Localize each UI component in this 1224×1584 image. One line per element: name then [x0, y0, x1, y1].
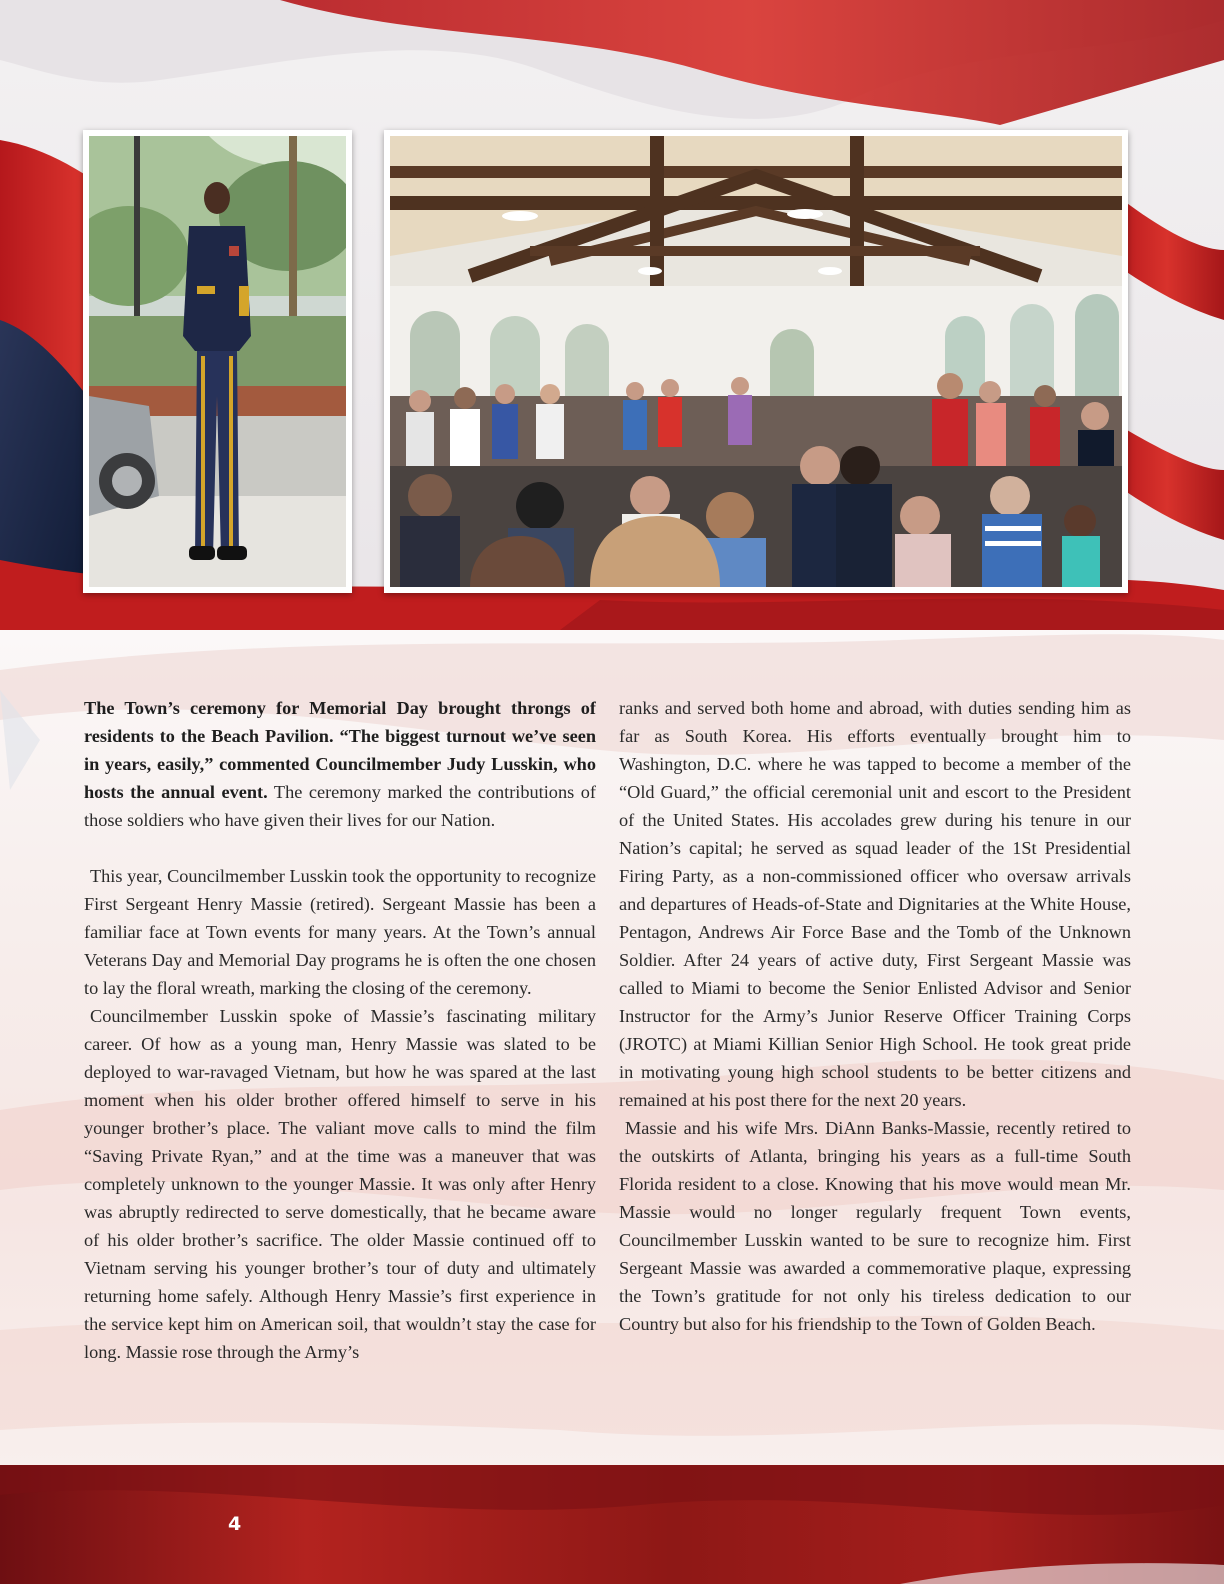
crowd-photo	[384, 130, 1128, 593]
footer-band	[0, 1465, 1224, 1584]
lead-continuation: The ceremony marked the contributions of those soldiers who have given their lives for our Nation.	[84, 782, 596, 830]
article-column-right	[619, 694, 1131, 1338]
paragraph-3-part-2: ranks and served both home and abroad, with duties sending him as far as South Korea. His efforts eventually brought him to Washington, D.C. where he was tapped to become a member of the “Old Guard,” the official ceremonial unit and escort to the President of the United States. His accolades grew during his tenure in our Nation’s capital; he served as squad leader of the 1St Presidential Firing Party, as a non-commissioned officer who oversaw arrivals and departures of Heads-of-State and Dignitaries at the White House, Pentagon, Andrews Air Force Base and the Tomb of the Unknown Soldier. After 24 years of active duty, First Sergeant Massie was called to Miami to become the Senior Enlisted Advisor and Senior Instructor for the Army’s Junior Reserve Officer Training Corps (JROTC) at Miami Killian Senior High School. He took great pride in motivating young high school students to be better citizens and remained at his post there for the next 20 years.	[619, 698, 1131, 1110]
paragraph-3-part-1: Councilmember Lusskin spoke of Massie’s fascinating military career. Of how as a young man, Henry Massie was slated to be deployed to war-ravaged Vietnam, but how he was spared at the last moment when his older brother offered himself to serve in his younger brother’s place. The valiant move calls to mind the film “Saving Private Ryan,” and at the time was a maneuver that was completely unknown to the younger Massie. It was only after Henry was abruptly redirected to serve domestically, that he became aware of his older brother’s sacrifice. The older Massie continued off to Vietnam serving his younger brother’s tour of duty and ultimately returning home safely. Although Henry Massie’s first experience in the service kept him on American soil, that wouldn’t stay the case for long. Massie rose through the Army’s	[84, 1006, 596, 1362]
lead-paragraph	[84, 694, 596, 862]
crowd-photo-icon	[390, 136, 1122, 587]
page-number: 4	[228, 1513, 242, 1535]
article-column-left	[84, 694, 596, 1366]
soldier-photo-icon	[89, 136, 346, 587]
soldier-photo	[83, 130, 352, 593]
lead-text: The Town’s ceremony for Memorial Day brought throngs of residents to the Beach Pavilion. “The biggest turnout we’ve seen in years, easily,” commented Councilmember Judy Lusskin, who hosts the annual event.	[84, 698, 596, 802]
paragraph-4: Massie and his wife Mrs. DiAnn Banks-Massie, recently retired to the outskirts of Atlanta, bringing his years as a full-time South Florida resident to a close. Knowing that his move would mean Mr. Massie would no longer regularly frequent Town events, Councilmember Lusskin wanted to be sure to recognize him. First Sergeant Massie was awarded a commemorative plaque, expressing the Town’s gratitude for not only his tireless dedication to our Country but also for his friendship to the Town of Golden Beach.	[619, 1118, 1131, 1334]
paragraph-2: This year, Councilmember Lusskin took the opportunity to recognize First Sergeant Henry Massie (retired). Sergeant Massie has been a familiar face at Town events for many years. At the Town’s annual Veterans Day and Memorial Day programs he is often the one chosen to lay the floral wreath, marking the closing of the ceremony.	[84, 866, 596, 998]
